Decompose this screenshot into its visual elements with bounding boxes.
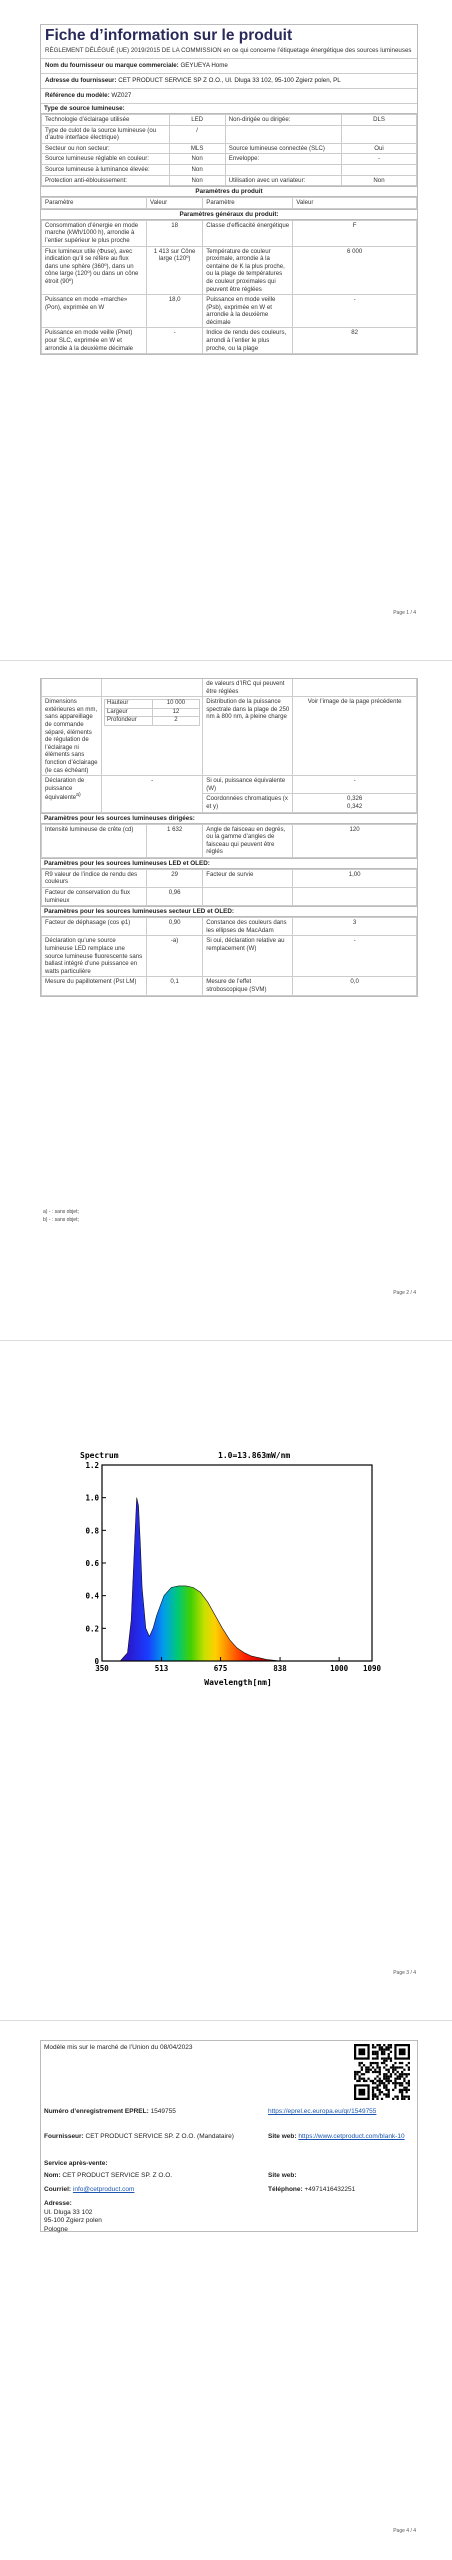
footnote-a: a) - : sans objet; (43, 1209, 79, 1215)
col-header-param2: Paramètre (203, 198, 293, 209)
model-row (41, 89, 417, 104)
x-tick-label: 513 (154, 1664, 169, 1673)
led-param-cell: 29 (147, 869, 203, 887)
phone-value: +4971416432251 (304, 2186, 356, 2193)
supplier-name-value: GEYUEYA Home (180, 62, 228, 69)
x-tick-label: 838 (273, 1664, 287, 1673)
led-param-cell (293, 888, 417, 906)
directed-param-cell: Angle de faisceau en degrés, ou la gamme d’angles de faisceau qui peuvent être réglés (203, 824, 293, 857)
email-link[interactable]: info@cetproduct.com (72, 2186, 135, 2193)
website-row: Site web: https://www.cetproduct.com/blank-10 (268, 2133, 405, 2140)
page-number: Page 3 / 4 (393, 1970, 416, 1976)
source-type-cell: Protection anti-éblouissement: (42, 175, 170, 186)
mains-param-cell: 0,1 (147, 977, 203, 995)
equiv-r-value: - (293, 776, 417, 794)
general-param-cell: Indice de rendu des couleurs, arrondi à l’entier le plus proche, ou la plage (203, 328, 293, 354)
chroma-label: Coordonnées chromatiques (x et y) (203, 794, 293, 812)
supplier-name-row (41, 59, 417, 74)
mains-param-cell: 0,90 (147, 918, 203, 936)
x-tick-label: 675 (213, 1664, 228, 1673)
source-type-cell: Non (342, 175, 417, 186)
params-header-table (41, 197, 417, 209)
directed-param-cell: 120 (293, 824, 417, 857)
source-type-cell (225, 125, 341, 143)
source-type-row (42, 164, 417, 175)
y-tick-label: 0.8 (85, 1526, 99, 1536)
source-type-cell: Secteur ou non secteur: (42, 143, 170, 154)
directed-header: Paramètres pour les sources lumineuses dirigées: (41, 813, 417, 824)
eprel-link[interactable]: https://eprel.ec.europa.eu/qr/1549755 (268, 2108, 377, 2115)
mains-param-cell: Constance des couleurs dans les ellipses de MacAdam (203, 918, 293, 936)
supplier-address-row (41, 74, 417, 89)
source-type-row (42, 175, 417, 186)
col-header-value2: Valeur (293, 198, 417, 209)
chart-x-label: Wavelength[nm] (204, 1678, 272, 1687)
dist-label: Distribution de la puissance spectrale dans la plage de 250 nm à 800 nm, à pleine charge (203, 697, 293, 776)
directed-table (41, 824, 417, 858)
spectrum-chart-svg (68, 1447, 388, 1689)
source-type-cell (225, 164, 341, 175)
mains-param-row (42, 977, 417, 995)
eprel-value: 1549755 (150, 2108, 176, 2115)
eprel-row: Numéro d’enregistrement EPREL: 1549755 (44, 2108, 176, 2115)
market-date: Modèle mis sur le marché de l’Union du 08/04/2023 (44, 2044, 193, 2051)
x-tick-label: 1090 (362, 1664, 382, 1673)
chart-annotation: 1.0=13.863mW/nm (218, 1451, 291, 1460)
supplier-name-label: Nom du fournisseur ou marque commerciale: (45, 62, 179, 69)
y-tick-label: 0.2 (85, 1624, 99, 1634)
spectrum-chart (68, 1447, 388, 1689)
mains-param-row (42, 918, 417, 936)
general-param-cell: 6 000 (293, 246, 417, 295)
general-param-row (42, 295, 417, 328)
mains-param-cell: 0,0 (293, 977, 417, 995)
source-type-cell: Oui (342, 143, 417, 154)
dist-value: Voir l’image de la page précédente (293, 697, 417, 776)
footnotes (40, 1208, 416, 1224)
after-sales-label: Service après-vente: (44, 2160, 108, 2167)
source-type-cell: Utilisation avec un variateur: (225, 175, 341, 186)
mains-param-cell: Déclaration qu’une source lumineuse LED remplace une source lumineuse fluorescente sans ballast intégré d’une puissance en watts particulière (42, 936, 147, 977)
source-type-cell: MLS (169, 143, 225, 154)
directed-param-row (42, 824, 417, 857)
x-tick-label: 1000 (330, 1664, 349, 1673)
led-table (41, 869, 417, 906)
source-type-cell: Source lumineuse à luminance élevée: (42, 164, 170, 175)
source-type-cell: LED (169, 115, 225, 126)
source-type-cell: Non-dirigée ou dirigée: (225, 115, 341, 126)
source-type-row (42, 115, 417, 126)
mains-param-cell: 3 (293, 918, 417, 936)
source-type-header: Type de source lumineuse: (41, 104, 417, 114)
source-type-cell: - (342, 154, 417, 165)
directed-param-cell: Intensité lumineuse de crête (cd) (42, 824, 147, 857)
led-param-cell: 0,96 (147, 888, 203, 906)
model-value: WZ027 (111, 92, 132, 99)
mains-param-cell: Si oui, déclaration relative au remplacement (W) (203, 936, 293, 977)
mains-param-row (42, 936, 417, 977)
led-param-cell: Facteur de survie (203, 869, 293, 887)
email-row: Courriel: info@cetproduct.com (44, 2186, 135, 2193)
general-param-cell: Flux lumineux utile (Φuse), avec indication qu’il se réfère au flux dans une sphère (360º), dans un cône large (120º) ou dans un cône étroit (90º) (42, 246, 147, 295)
source-type-cell: Non (169, 175, 225, 186)
source-type-cell (342, 125, 417, 143)
dims-height-label: Hauteur (105, 700, 153, 709)
footnote-b: b) - : sans objet; (43, 1217, 79, 1223)
y-tick-label: 0.4 (85, 1591, 99, 1601)
led-param-row (42, 869, 417, 887)
source-type-cell: Enveloppe: (225, 154, 341, 165)
general-param-cell: 1 413 sur Cône large (120º) (147, 246, 203, 295)
chroma-values: 0,326 0,342 (293, 794, 417, 812)
dims-depth-value: 2 (152, 717, 200, 726)
page1-frame (40, 24, 418, 355)
source-type-table (41, 114, 417, 186)
regulation-text: RÈGLEMENT DÉLÉGUÉ (UE) 2019/2015 DE LA COMMISSION en ce qui concerne l’étiquetage énergétique des sources lumineuses (41, 46, 417, 59)
mains-header: Paramètres pour les sources lumineuses secteur LED et OLED: (41, 906, 417, 917)
source-type-cell: / (169, 125, 225, 143)
website-link[interactable]: https://www.cetproduct.com/blank-10 (298, 2133, 405, 2140)
col-header-value1: Valeur (147, 198, 203, 209)
page2-frame (40, 678, 418, 997)
general-param-cell: - (147, 328, 203, 354)
general-param-cell: Consommation d’énergie en mode marche (kWh/1000 h), arrondie à l’entier supérieur le plus proche (42, 220, 147, 246)
led-header: Paramètres pour les sources lumineuses LED et OLED: (41, 858, 417, 869)
general-param-cell: Température de couleur proximale, arrondie à la centaine de K la plus proche, ou la plage de températures de couleur proximales qui peuvent être réglées (203, 246, 293, 295)
page-number: Page 2 / 4 (393, 1290, 416, 1296)
source-type-row (42, 125, 417, 143)
equiv-r-label: Si oui, puissance équivalente (W) (203, 776, 293, 794)
led-param-row (42, 888, 417, 906)
source-type-cell: Source lumineuse réglable en couleur: (42, 154, 170, 165)
general-params-header: Paramètres généraux du produit: (41, 209, 417, 220)
mains-param-cell: Facteur de déphasage (cos φ1) (42, 918, 147, 936)
qr-code-icon (354, 2044, 410, 2100)
irc-continuation: de valeurs d’IRC qui peuvent être réglées (203, 679, 293, 697)
mains-param-cell: - (293, 936, 417, 977)
service-name-row: Nom: CET PRODUCT SERVICE SP. Z O.O. (44, 2172, 173, 2179)
y-tick-label: 0.6 (85, 1559, 99, 1568)
y-tick-label: 1.0 (85, 1493, 99, 1503)
general-param-cell: Puissance en mode «marche» (Pon), exprimée en W (42, 295, 147, 328)
supplier-row: Fournisseur: CET PRODUCT SERVICE SP. Z O.O. (Mandataire) (44, 2133, 234, 2140)
dims-table (41, 679, 417, 813)
general-param-row (42, 220, 417, 246)
page-separator (0, 660, 452, 661)
general-param-cell: F (293, 220, 417, 246)
page-separator (0, 1340, 452, 1341)
page-number: Page 4 / 4 (393, 2528, 416, 2534)
dims-label: Dimensions extérieures en mm, sans appareillage de commande séparé, éléments de régulation de l’éclairage ni éléments sans fonction d’éclairage (le cas échéant) (42, 697, 102, 776)
led-param-cell: R9 valeur de l’indice de rendu des couleurs (42, 869, 147, 887)
general-param-cell: 18 (147, 220, 203, 246)
y-tick-label: 1.2 (85, 1461, 99, 1470)
mains-param-cell: -a) (147, 936, 203, 977)
col-header-param1: Paramètre (42, 198, 147, 209)
led-param-cell (203, 888, 293, 906)
dims-inner-table (104, 699, 200, 726)
service-website-row: Site web: (268, 2172, 297, 2179)
page-separator (0, 2020, 452, 2021)
dims-height-value: 10 000 (152, 700, 200, 709)
equiv-label: Déclaration de puissance équivalente$^{a)}$ (42, 776, 102, 812)
supplier-address-label: Adresse du fournisseur: (45, 77, 117, 84)
mains-param-cell: Mesure du papillotement (Pst LM) (42, 977, 147, 995)
general-param-cell: - (293, 295, 417, 328)
source-type-cell: DLS (342, 115, 417, 126)
source-type-cell: Type de culot de la source lumineuse (ou d’autre interface électrique) (42, 125, 170, 143)
source-type-cell: Non (169, 154, 225, 165)
led-param-cell: 1,00 (293, 869, 417, 887)
dims-depth-label: Profondeur (105, 717, 153, 726)
general-param-row (42, 328, 417, 354)
general-param-cell: Classe d’efficacité énergétique (203, 220, 293, 246)
mains-param-cell: Mesure de l’effet stroboscopique (SVM) (203, 977, 293, 995)
equiv-value: - (102, 776, 203, 812)
chart-title: Spectrum (80, 1451, 119, 1460)
general-param-cell: 18,0 (147, 295, 203, 328)
source-type-row (42, 143, 417, 154)
mains-table (41, 917, 417, 995)
dims-width-value: 12 (152, 708, 200, 717)
led-param-cell: Facteur de conservation du flux lumineux (42, 888, 147, 906)
dims-width-label: Largeur (105, 708, 153, 717)
address-block: Adresse: Ul. Dluga 33 102 95-100 Zgierz polen Pologne (44, 2200, 102, 2233)
source-type-cell: Source lumineuse connectée (SLC) (225, 143, 341, 154)
page-title: Fiche d’information sur le produit (45, 27, 293, 44)
general-param-cell: Puissance en mode veille (Pnet) pour SLC, exprimée en W et arrondie à la deuxième décimale (42, 328, 147, 354)
product-params-header: Paramètres du produit (41, 186, 417, 197)
source-type-cell: Technologie d’éclairage utilisée (42, 115, 170, 126)
general-params-table (41, 220, 417, 355)
page-number: Page 1 / 4 (393, 610, 416, 616)
y-tick-label: 0 (94, 1657, 99, 1666)
general-param-cell: 82 (293, 328, 417, 354)
directed-param-cell: 1 632 (147, 824, 203, 857)
general-param-cell: Puissance en mode veille (Psb), exprimée en W et arrondie à la deuxième décimale (203, 295, 293, 328)
source-type-cell (342, 164, 417, 175)
model-label: Référence du modèle: (45, 92, 110, 99)
supplier-address-value: CET PRODUCT SERVICE SP Z O.O., Ul. Dluga 33 102, 95-100 Zgierz polen, PL (118, 77, 341, 84)
source-type-row (42, 154, 417, 165)
source-type-cell: Non (169, 164, 225, 175)
general-param-row (42, 246, 417, 295)
x-tick-label: 350 (95, 1664, 109, 1673)
phone-row: Téléphone: +4971416432251 (268, 2186, 356, 2193)
